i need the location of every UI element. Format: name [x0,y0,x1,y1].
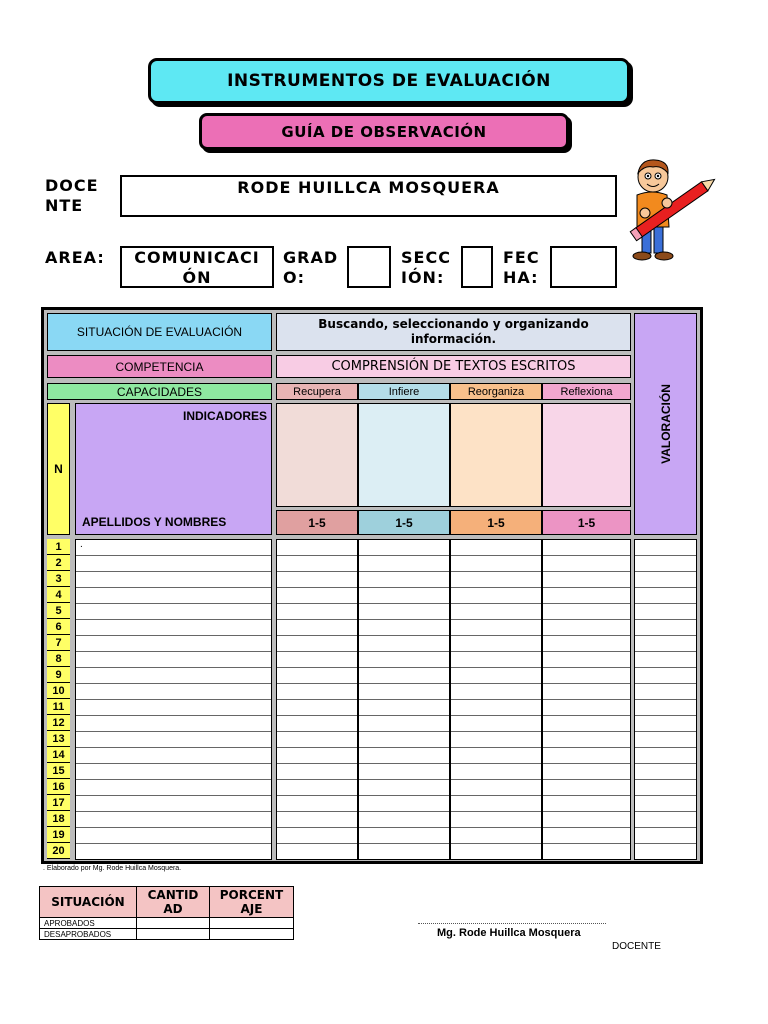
row-line [277,827,357,828]
scale-infiere: 1-5 [358,510,450,535]
row-line [451,747,541,748]
row-line [359,603,449,604]
row-line [635,843,696,844]
row-line [543,811,630,812]
row-line [277,651,357,652]
sub-title: GUÍA DE OBSERVACIÓN [199,113,569,150]
area-field[interactable] [120,246,274,288]
row-line [635,571,696,572]
scale-recupera: 1-5 [276,510,358,535]
row-line [543,683,630,684]
signature-name: Mg. Rode Huillca Mosquera [437,927,581,939]
row-line [76,715,271,716]
row-line [451,811,541,812]
row-line [451,715,541,716]
capacidad-recupera: Recupera [276,383,358,400]
row-line [277,715,357,716]
indicator-recupera[interactable] [276,403,358,507]
row-line [451,651,541,652]
scale-reflexiona: 1-5 [542,510,631,535]
row-line [635,699,696,700]
scale-reorganiza: 1-5 [450,510,542,535]
row-number: 15 [47,763,70,779]
row-line [543,619,630,620]
valoracion-header [634,313,697,535]
row-line [451,603,541,604]
docente-label: DOCE NTE [45,176,99,215]
situacion-label: SITUACIÓN DE EVALUACIÓN [47,313,272,351]
row-line [359,795,449,796]
summary-header-porcentaje: PORCENT AJE [210,887,294,918]
n-header: N [47,403,70,535]
row-line [76,747,271,748]
student-pencil-illustration [625,155,725,267]
row-line [635,667,696,668]
row-line [277,667,357,668]
row-line [277,619,357,620]
summary-row-aprobados: APROBADOS [40,918,137,929]
row-line [76,779,271,780]
row-line [543,635,630,636]
summary-header-situacion: SITUACIÓN [40,887,137,918]
row-line [277,747,357,748]
row-line [277,763,357,764]
row-number: 20 [47,843,70,859]
row-line [277,843,357,844]
row-line [635,747,696,748]
row-numbers [47,539,70,859]
signature-line [418,923,606,924]
indicator-reflexiona[interactable] [542,403,631,507]
row-number: 1 [47,539,70,555]
row-number: 6 [47,619,70,635]
row-line [359,763,449,764]
row-line [76,555,271,556]
row-number: 4 [47,587,70,603]
row-line [359,747,449,748]
row-line [451,779,541,780]
row-line [451,635,541,636]
docente-field[interactable] [120,175,617,217]
grado-label: GRAD O: [283,248,339,287]
row-line [451,683,541,684]
row-number: 19 [47,827,70,843]
capacidad-reorganiza: Reorganiza [450,383,542,400]
row-line [451,571,541,572]
row-line [543,699,630,700]
row-line [277,779,357,780]
row-line [359,667,449,668]
row-line [543,571,630,572]
row-line [451,555,541,556]
row-line [76,763,271,764]
row-line [277,587,357,588]
row-number: 10 [47,683,70,699]
row-number: 18 [47,811,70,827]
indicator-infiere[interactable] [358,403,450,507]
row-line [359,683,449,684]
capacidades-label: CAPACIDADES [47,383,272,400]
row-line [359,811,449,812]
row-line [359,635,449,636]
competencia-value: COMPRENSIÓN DE TEXTOS ESCRITOS [276,355,631,378]
row-number: 16 [47,779,70,795]
row-line [277,635,357,636]
row-line [635,827,696,828]
row-line [359,827,449,828]
row-line [451,587,541,588]
row-line [451,763,541,764]
row-line [76,683,271,684]
row-line [359,715,449,716]
row-line [359,779,449,780]
row-number: 14 [47,747,70,763]
docente-value: RODE HUILLCA MOSQUERA [237,178,500,197]
row-line [76,811,271,812]
row-line [277,555,357,556]
row-number: 13 [47,731,70,747]
row-number: 17 [47,795,70,811]
row-line [359,571,449,572]
row-line [635,603,696,604]
row-line [277,731,357,732]
summary-row-desaprobados: DESAPROBADOS [40,929,137,940]
fecha-field[interactable] [550,246,617,288]
row-line [76,603,271,604]
row-line [76,667,271,668]
row-line [543,555,630,556]
row-line [543,763,630,764]
row-line [359,555,449,556]
row-line [635,683,696,684]
row-number: 11 [47,699,70,715]
row-line [451,843,541,844]
row-number: 5 [47,603,70,619]
row-line [543,747,630,748]
summary-aprobados-cantidad[interactable] [137,918,210,929]
row-line [359,843,449,844]
seccion-label: SECC IÓN: [401,248,451,287]
row-number: 2 [47,555,70,571]
capacidad-reflexiona: Reflexiona [542,383,631,400]
main-title: INSTRUMENTOS DE EVALUACIÓN [148,58,630,104]
apellidos-label: APELLIDOS Y NOMBRES [82,515,227,529]
row-line [451,827,541,828]
area-value: COMUNICACI ÓN [134,248,260,287]
row-line [543,603,630,604]
summary-desaprobados-porcentaje[interactable] [210,929,294,940]
row-line [277,571,357,572]
row-line [635,715,696,716]
row-line [543,795,630,796]
row-line [543,731,630,732]
row-line [543,827,630,828]
summary-table [39,886,294,940]
situacion-value: Buscando, seleccionando y organizando información. [276,313,631,351]
indicadores-label: INDICADORES [182,409,267,423]
row-number: 3 [47,571,70,587]
row-line [635,619,696,620]
row-line [76,827,271,828]
row-number: 12 [47,715,70,731]
row-line [277,811,357,812]
row-line [359,731,449,732]
row-line [76,795,271,796]
row-line [451,619,541,620]
row-line [543,667,630,668]
row-line [635,635,696,636]
first-row-mark: . [80,539,83,550]
row-line [359,619,449,620]
row-line [76,635,271,636]
row-line [635,779,696,780]
row-line [76,587,271,588]
row-line [359,587,449,588]
row-number: 8 [47,651,70,667]
fecha-label: FEC HA: [503,248,540,287]
row-number: 9 [47,667,70,683]
row-line [635,763,696,764]
indicator-reorganiza[interactable] [450,403,542,507]
valoracion-label: VALORACIÓN [658,384,673,464]
seccion-field[interactable] [461,246,493,288]
row-line [451,699,541,700]
competencia-label: COMPETENCIA [47,355,272,378]
row-line [76,843,271,844]
footnote: . Elaborado por Mg. Rode Huillca Mosquera. [43,865,182,872]
signature-role: DOCENTE [612,941,661,952]
row-line [76,731,271,732]
row-line [359,699,449,700]
row-line [543,587,630,588]
row-line [635,795,696,796]
row-line [451,795,541,796]
row-line [451,731,541,732]
row-number: 7 [47,635,70,651]
row-line [76,651,271,652]
summary-aprobados-porcentaje[interactable] [210,918,294,929]
area-label: AREA: [45,248,105,267]
row-line [635,651,696,652]
row-line [543,843,630,844]
row-line [543,715,630,716]
summary-header-cantidad: CANTID AD [137,887,210,918]
row-line [76,571,271,572]
row-line [543,651,630,652]
row-line [635,811,696,812]
row-line [76,619,271,620]
row-line [277,603,357,604]
summary-desaprobados-cantidad[interactable] [137,929,210,940]
row-line [277,699,357,700]
row-line [635,555,696,556]
row-line [543,779,630,780]
row-line [635,731,696,732]
names-header [75,403,272,535]
grado-field[interactable] [347,246,391,288]
row-line [635,587,696,588]
row-line [277,683,357,684]
row-line [277,795,357,796]
row-line [451,667,541,668]
row-line [359,651,449,652]
row-line [76,699,271,700]
capacidad-infiere: Infiere [358,383,450,400]
